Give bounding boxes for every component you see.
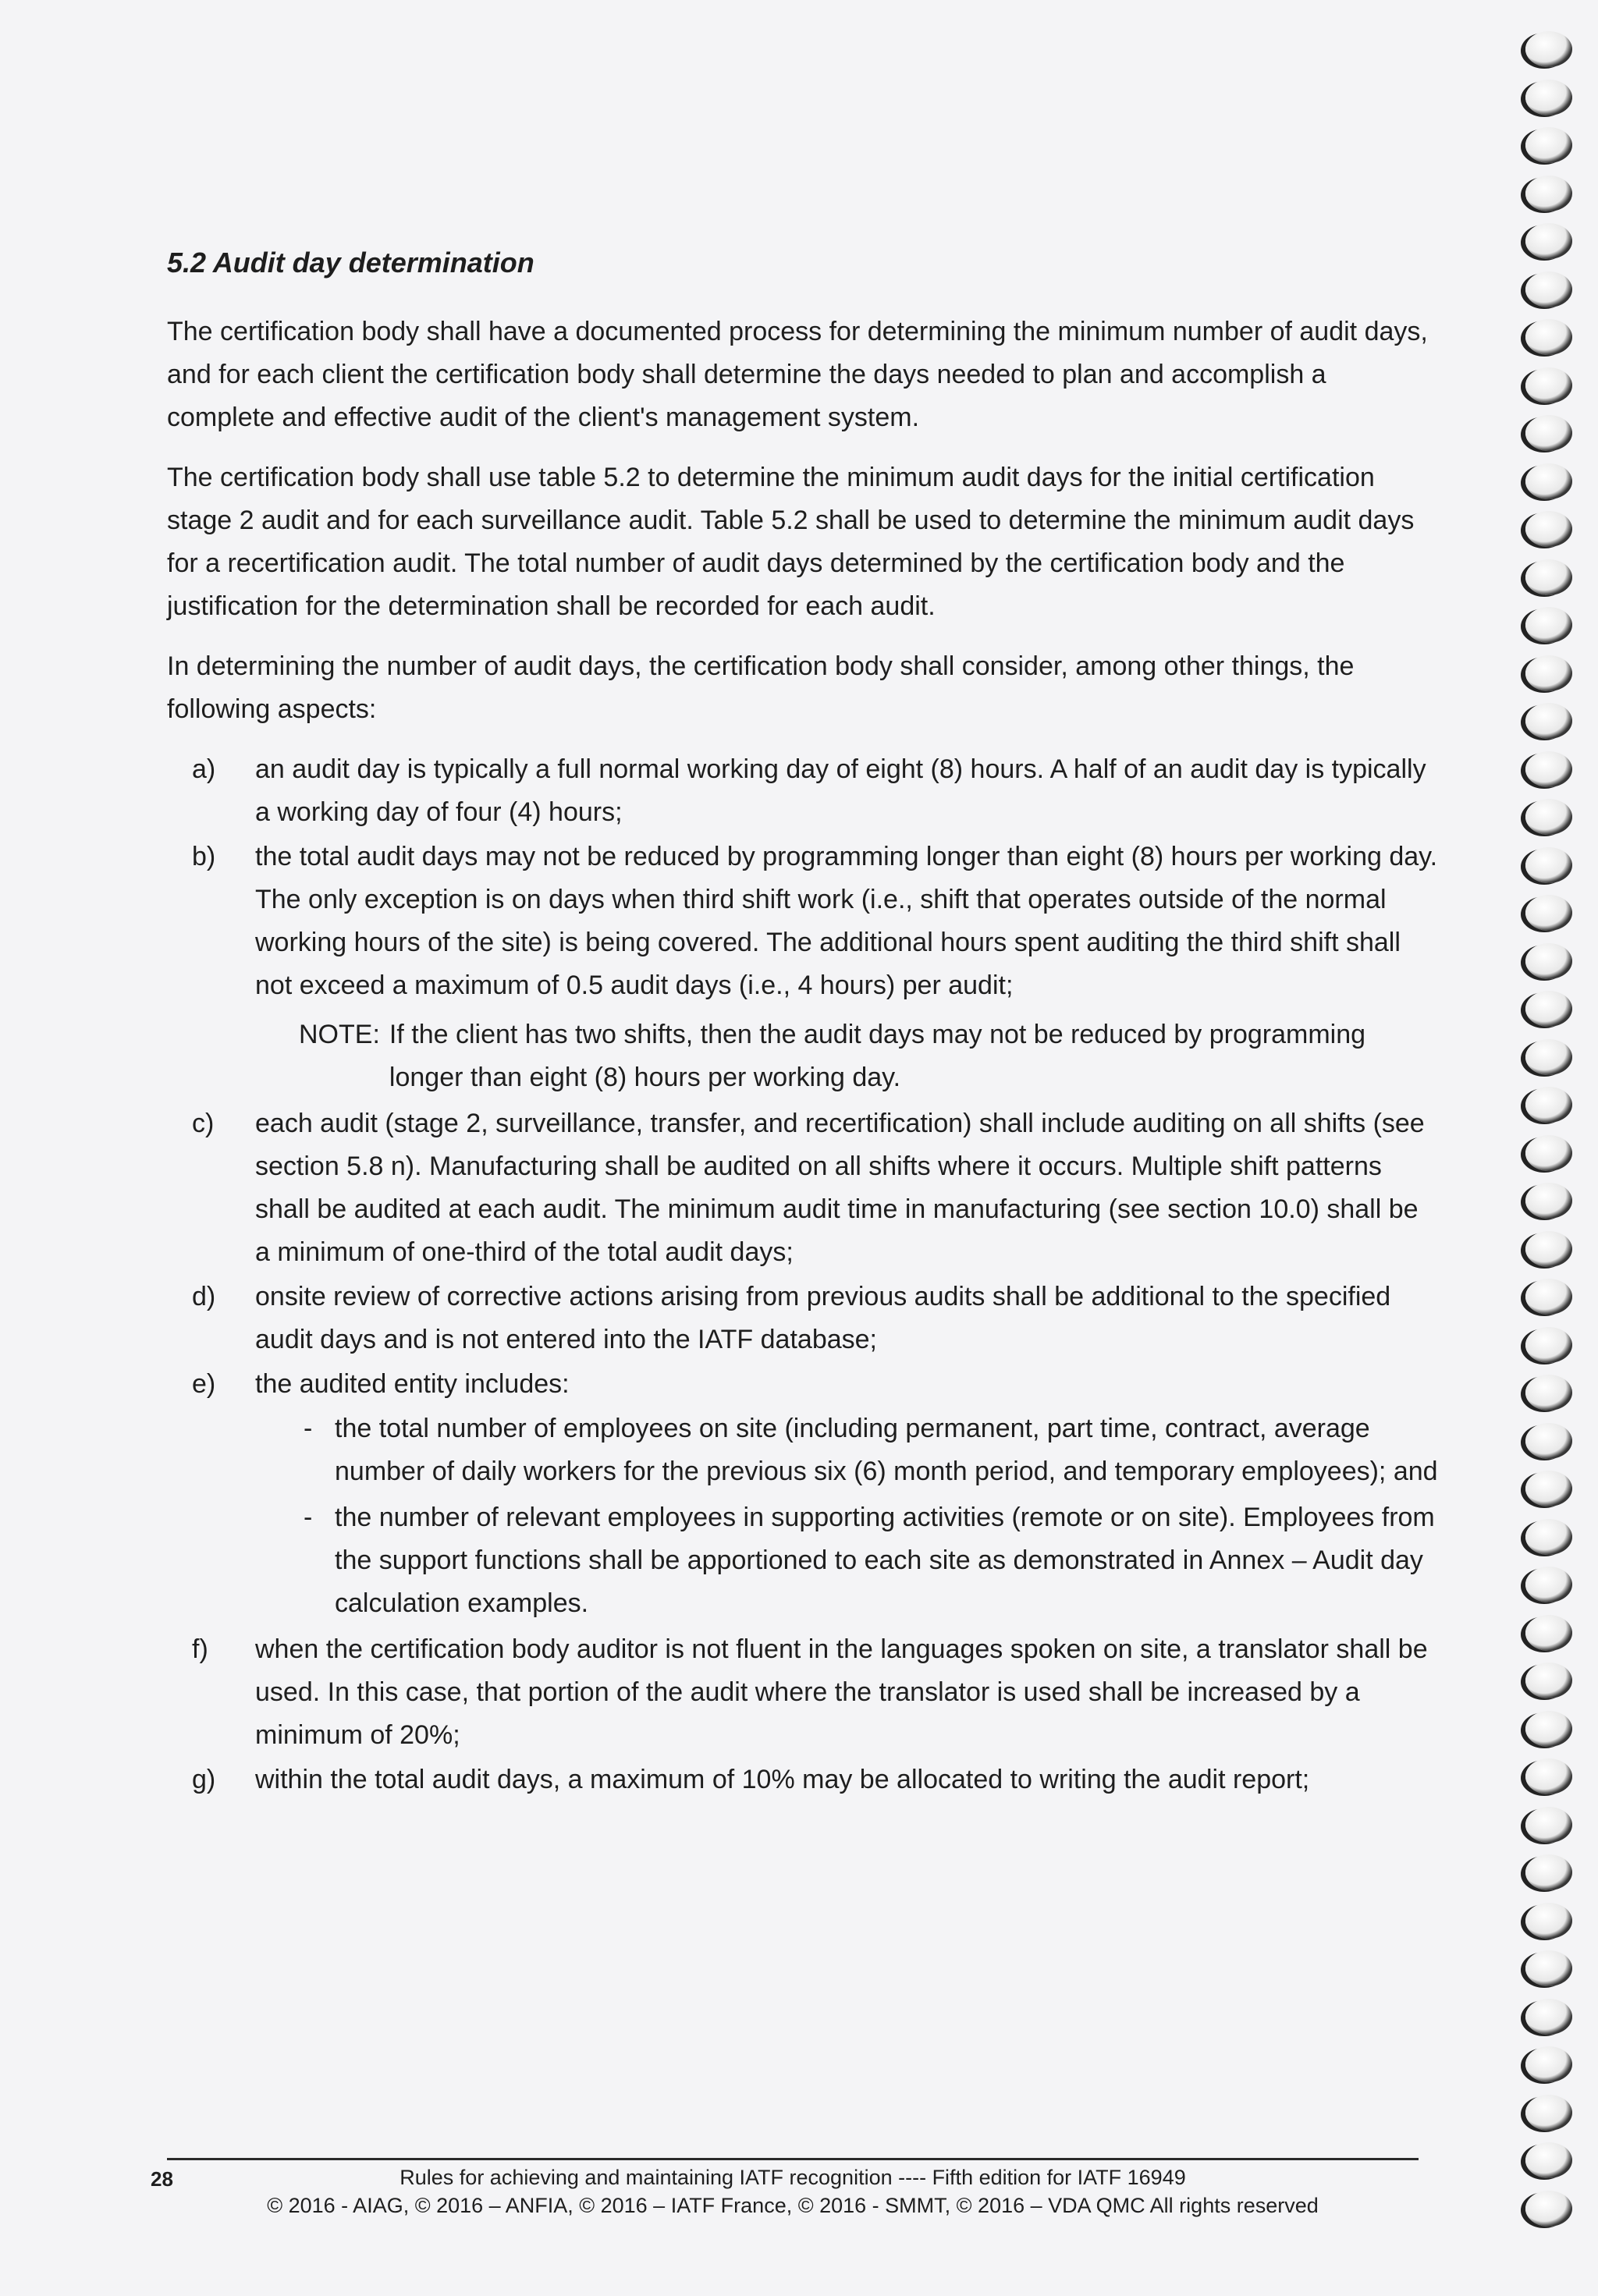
list-item-b <box>167 836 1439 1007</box>
binding-ring <box>1525 1615 1572 1651</box>
list-item-g <box>167 1758 1439 1801</box>
binding-ring <box>1525 415 1572 451</box>
sub-list-dash: - <box>304 1503 313 1532</box>
list-item-f <box>167 1628 1439 1757</box>
paragraph-2: The certification body shall use table 5.2 to determine the minimum audit days for the initial certification stage 2 audit and for each surveillance audit. Table 5.2 shall be used to determine the minimum audit days for a recertification audit. The total number of audit days determined by the certification body and the justification for the determination shall be recorded for each audit. <box>167 463 1415 621</box>
list-item-text: when the certification body auditor is not fluent in the languages spoken on site, a translator shall be used. In this case, that portion of the audit where the translator is used shall be increased by a minimum of 20%; <box>255 1634 1428 1750</box>
sub-list-dash: - <box>304 1414 313 1443</box>
binding-ring <box>1525 1567 1572 1602</box>
paragraph-1: The certification body shall have a documented process for determining the minimum number of audit days, and for each client the certification body shall determine the days needed to plan and accomplish a complete and effective audit of the client's management system. <box>167 317 1428 432</box>
list-item-e <box>167 1363 1439 1406</box>
list-item-text: each audit (stage 2, surveillance, transfer, and recertification) shall include auditing on all shifts (see section 5.8 n). Manufacturing shall be audited on all shifts where it occurs. Multiple shift patterns shall be audited at each audit. The minimum audit time in manufacturing (see section 10.0) shall be a minimum of one-third of the total audit days; <box>255 1109 1425 1267</box>
binding-ring <box>1525 319 1572 355</box>
binding-ring <box>1525 895 1572 931</box>
list-marker: c) <box>192 1109 215 1138</box>
binding-ring <box>1525 1663 1572 1698</box>
sub-list-text: the number of relevant employees in supporting activities (remote or on site). Employees from the support functions shall be apportioned to each site as demonstrated in Annex – Audit day calculation examples. <box>335 1503 1435 1618</box>
binding-ring <box>1525 2191 1572 2227</box>
aspects-list <box>167 748 1439 1801</box>
binding-ring <box>1525 1135 1572 1171</box>
binding-ring <box>1525 223 1572 259</box>
binding-ring <box>1525 1231 1572 1267</box>
binding-ring <box>1525 1711 1572 1747</box>
binding-ring <box>1525 1519 1572 1555</box>
list-item-c <box>167 1102 1439 1274</box>
binding-ring <box>1525 1039 1572 1075</box>
binding-ring <box>1525 367 1572 403</box>
binding-ring <box>1525 271 1572 307</box>
binding-ring <box>1525 1279 1572 1315</box>
binding-ring <box>1525 559 1572 595</box>
binding-ring <box>1525 1903 1572 1939</box>
binding-ring <box>1525 511 1572 547</box>
list-item-text: within the total audit days, a maximum of 10% may be allocated to writing the audit report; <box>255 1765 1310 1794</box>
note-label: NOTE: <box>299 1020 380 1049</box>
note <box>167 1013 1439 1099</box>
note-text: If the client has two shifts, then the audit days may not be reduced by programming longer than eight (8) hours per working day. <box>389 1020 1366 1092</box>
list-item-d <box>167 1276 1439 1361</box>
binding-ring <box>1525 655 1572 691</box>
sub-list-e <box>167 1407 1439 1625</box>
binding-ring <box>1525 80 1572 115</box>
list-marker: d) <box>192 1282 216 1311</box>
list-item-text: an audit day is typically a full normal working day of eight (8) hours. A half of an audit day is typically a working day of four (4) hours; <box>255 754 1426 827</box>
sub-list-item <box>167 1496 1439 1625</box>
binding-ring <box>1525 1950 1572 1986</box>
binding-ring <box>1525 751 1572 787</box>
binding-ring <box>1525 1999 1572 2035</box>
sub-list-text: the total number of employees on site (including permanent, part time, contract, average number of daily workers for the previous six (6) month period, and temporary employees); and <box>335 1414 1438 1486</box>
binding-ring <box>1525 943 1572 979</box>
list-item-text: the audited entity includes: <box>255 1369 570 1399</box>
binding-ring <box>1525 463 1572 499</box>
binding-ring <box>1525 1471 1572 1506</box>
binding-ring <box>1525 1375 1572 1411</box>
binding-ring <box>1525 1183 1572 1219</box>
footer-title: Rules for achieving and maintaining IATF recognition ---- Fifth edition for IATF 16949 <box>400 2166 1186 2189</box>
binding-ring <box>1525 31 1572 67</box>
binding-ring <box>1525 799 1572 835</box>
binding-ring <box>1525 703 1572 739</box>
binding-ring <box>1525 1854 1572 1890</box>
binding-ring <box>1525 1087 1572 1123</box>
list-marker: f) <box>192 1634 208 1664</box>
list-marker: g) <box>192 1765 216 1794</box>
list-marker: e) <box>192 1369 216 1399</box>
binding-ring <box>1525 2142 1572 2178</box>
sub-list-item <box>167 1407 1439 1493</box>
binding-ring <box>1525 1327 1572 1363</box>
spiral-binding <box>1510 31 1580 2270</box>
main-content <box>167 242 1439 1803</box>
list-marker: a) <box>192 754 216 784</box>
binding-ring <box>1525 847 1572 883</box>
list-item-a <box>167 748 1439 834</box>
binding-ring <box>1525 1807 1572 1843</box>
section-heading: 5.2 Audit day determination <box>167 247 534 279</box>
list-item-text: the total audit days may not be reduced by programming longer than eight (8) hours per working day. The only exception is on days when third shift work (i.e., shift that operates outside of the normal working hours of the site) is being covered. The additional hours spent auditing the third shift shall not exceed a maximum of 0.5 audit days (i.e., 4 hours) per audit; <box>255 842 1438 1000</box>
binding-ring <box>1525 127 1572 163</box>
binding-ring <box>1525 1758 1572 1794</box>
binding-ring <box>1525 2095 1572 2131</box>
binding-ring <box>1525 991 1572 1027</box>
footer-divider <box>167 2158 1419 2160</box>
paragraph-3: In determining the number of audit days, the certification body shall consider, among other things, the following aspects: <box>167 651 1355 724</box>
binding-ring <box>1525 2046 1572 2082</box>
footer-copyright: © 2016 - AIAG, © 2016 – ANFIA, © 2016 – IATF France, © 2016 - SMMT, © 2016 – VDA QMC All rights reserved <box>267 2194 1319 2217</box>
binding-ring <box>1525 176 1572 211</box>
page-number: 28 <box>151 2167 173 2191</box>
binding-ring <box>1525 607 1572 643</box>
list-item-text: onsite review of corrective actions arising from previous audits shall be additional to the specified audit days and is not entered into the IATF database; <box>255 1282 1391 1354</box>
list-marker: b) <box>192 842 216 871</box>
binding-ring <box>1525 1423 1572 1459</box>
